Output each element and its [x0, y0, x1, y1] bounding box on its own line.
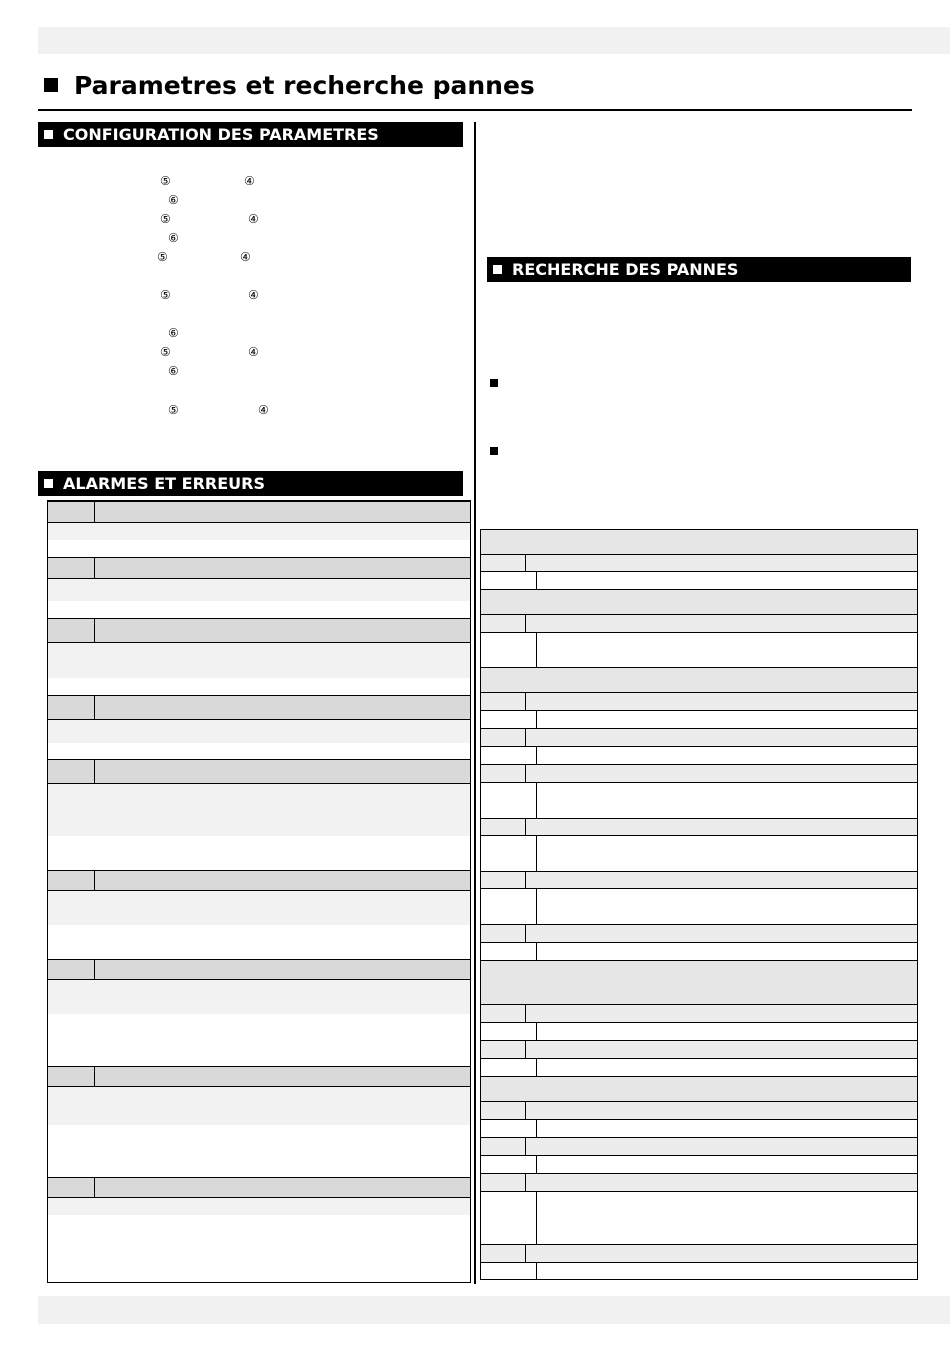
section-alarms — [38, 471, 463, 496]
alarm-description-band — [48, 643, 470, 678]
trouble-remedy-row — [481, 1263, 917, 1280]
alarm-description-band — [48, 784, 470, 836]
square-bullet-icon — [490, 379, 498, 387]
circled-five-marker: ⑤ — [160, 345, 171, 359]
trouble-group-row — [481, 961, 917, 1005]
trouble-code-cell — [481, 943, 537, 960]
alarm-header-row — [48, 695, 470, 720]
trouble-symptom-row — [481, 765, 917, 783]
page-title — [44, 68, 535, 102]
title-rule — [38, 109, 912, 111]
alarm-code-cell — [48, 619, 95, 642]
alarm-header-row — [48, 1177, 470, 1198]
alarm-description-band — [48, 1087, 470, 1125]
circled-six-marker: ⑥ — [168, 193, 179, 207]
circled-five-marker: ⑤ — [168, 403, 179, 417]
trouble-code-cell — [481, 747, 537, 764]
alarm-code-cell — [48, 1067, 95, 1086]
alarm-description-band — [48, 891, 470, 925]
alarm-code-cell — [48, 960, 95, 979]
trouble-code-cell — [481, 1174, 526, 1191]
trouble-remedy-row — [481, 1156, 917, 1174]
alarm-code-cell — [48, 558, 95, 578]
circled-six-marker: ⑥ — [168, 231, 179, 245]
trouble-code-cell — [481, 1102, 526, 1119]
trouble-code-cell — [481, 1156, 537, 1173]
trouble-code-cell — [481, 1059, 537, 1076]
page-footer-band — [38, 1296, 950, 1324]
trouble-group-row — [481, 530, 917, 555]
trouble-code-cell — [481, 729, 526, 746]
trouble-symptom-row — [481, 1138, 917, 1156]
square-bullet-icon — [44, 78, 58, 92]
trouble-symptom-row — [481, 1005, 917, 1023]
trouble-group-row — [481, 1077, 917, 1102]
alarm-code-cell — [48, 760, 95, 783]
trouble-symptom-row — [481, 693, 917, 711]
circled-four-marker: ④ — [248, 212, 259, 226]
trouble-code-cell — [481, 572, 537, 589]
alarm-header-row — [48, 557, 470, 579]
trouble-symptom-row — [481, 1245, 917, 1263]
page-header-band — [38, 27, 950, 54]
alarm-header-row — [48, 1066, 470, 1087]
trouble-code-cell — [481, 1192, 537, 1244]
trouble-symptom-row — [481, 1041, 917, 1059]
circled-four-marker: ④ — [248, 288, 259, 302]
trouble-symptom-row — [481, 729, 917, 747]
trouble-code-cell — [481, 615, 526, 632]
alarm-description-band — [48, 980, 470, 1014]
trouble-code-cell — [481, 1120, 537, 1137]
section-configuration — [38, 122, 463, 147]
alarm-description-band — [48, 1198, 470, 1215]
square-bullet-icon — [493, 265, 502, 274]
circled-four-marker: ④ — [244, 174, 255, 188]
trouble-remedy-row — [481, 1059, 917, 1077]
trouble-code-cell — [481, 925, 526, 942]
alarm-header-row — [48, 959, 470, 980]
circled-six-marker: ⑥ — [168, 326, 179, 340]
trouble-code-cell — [481, 555, 526, 571]
alarm-code-cell — [48, 1178, 95, 1197]
alarm-code-cell — [48, 502, 95, 522]
trouble-code-cell — [481, 889, 537, 924]
column-divider — [474, 122, 476, 1284]
section-troubleshooting — [487, 257, 911, 282]
trouble-code-cell — [481, 633, 537, 667]
circled-four-marker: ④ — [248, 345, 259, 359]
alarm-header-row — [48, 618, 470, 643]
square-bullet-icon — [44, 130, 53, 139]
trouble-remedy-row — [481, 711, 917, 729]
trouble-code-cell — [481, 1263, 537, 1279]
trouble-symptom-row — [481, 819, 917, 836]
trouble-code-cell — [481, 1005, 526, 1022]
circled-five-marker: ⑤ — [160, 174, 171, 188]
trouble-remedy-row — [481, 1192, 917, 1245]
trouble-group-row — [481, 668, 917, 693]
circled-four-marker: ④ — [240, 250, 251, 264]
alarm-code-cell — [48, 696, 95, 719]
alarm-header-row — [48, 759, 470, 784]
circled-five-marker: ⑤ — [160, 288, 171, 302]
trouble-symptom-row — [481, 615, 917, 633]
trouble-remedy-row — [481, 943, 917, 961]
circled-five-marker: ⑤ — [157, 250, 168, 264]
trouble-remedy-row — [481, 783, 917, 819]
alarm-description-band — [48, 720, 470, 743]
trouble-remedy-row — [481, 747, 917, 765]
section-alarms-title: ALARMES ET ERREURS — [63, 474, 265, 493]
square-bullet-icon — [490, 447, 498, 455]
trouble-code-cell — [481, 836, 537, 871]
circled-five-marker: ⑤ — [160, 212, 171, 226]
trouble-symptom-row — [481, 1174, 917, 1192]
trouble-code-cell — [481, 711, 537, 728]
page-title-text: Parametres et recherche pannes — [74, 70, 535, 100]
section-troubleshooting-title: RECHERCHE DES PANNES — [512, 260, 739, 279]
trouble-remedy-row — [481, 889, 917, 925]
alarm-description-band — [48, 523, 470, 540]
circled-six-marker: ⑥ — [168, 364, 179, 378]
trouble-code-cell — [481, 1041, 526, 1058]
trouble-code-cell — [481, 872, 526, 888]
square-bullet-icon — [44, 479, 53, 488]
trouble-code-cell — [481, 819, 526, 835]
trouble-remedy-row — [481, 1120, 917, 1138]
trouble-code-cell — [481, 693, 526, 710]
trouble-remedy-row — [481, 836, 917, 872]
alarm-code-cell — [48, 871, 95, 890]
trouble-symptom-row — [481, 872, 917, 889]
trouble-symptom-row — [481, 925, 917, 943]
alarm-header-row — [48, 870, 470, 891]
trouble-symptom-row — [481, 555, 917, 572]
trouble-symptom-row — [481, 1102, 917, 1120]
trouble-code-cell — [481, 783, 537, 818]
circled-four-marker: ④ — [258, 403, 269, 417]
trouble-remedy-row — [481, 572, 917, 590]
trouble-group-row — [481, 590, 917, 615]
trouble-code-cell — [481, 765, 526, 782]
trouble-remedy-row — [481, 1023, 917, 1041]
section-configuration-title: CONFIGURATION DES PARAMETRES — [63, 125, 379, 144]
trouble-code-cell — [481, 1023, 537, 1040]
trouble-code-cell — [481, 1245, 526, 1262]
trouble-code-cell — [481, 1138, 526, 1155]
alarm-description-band — [48, 579, 470, 601]
trouble-remedy-row — [481, 633, 917, 668]
alarm-header-row — [48, 501, 470, 523]
